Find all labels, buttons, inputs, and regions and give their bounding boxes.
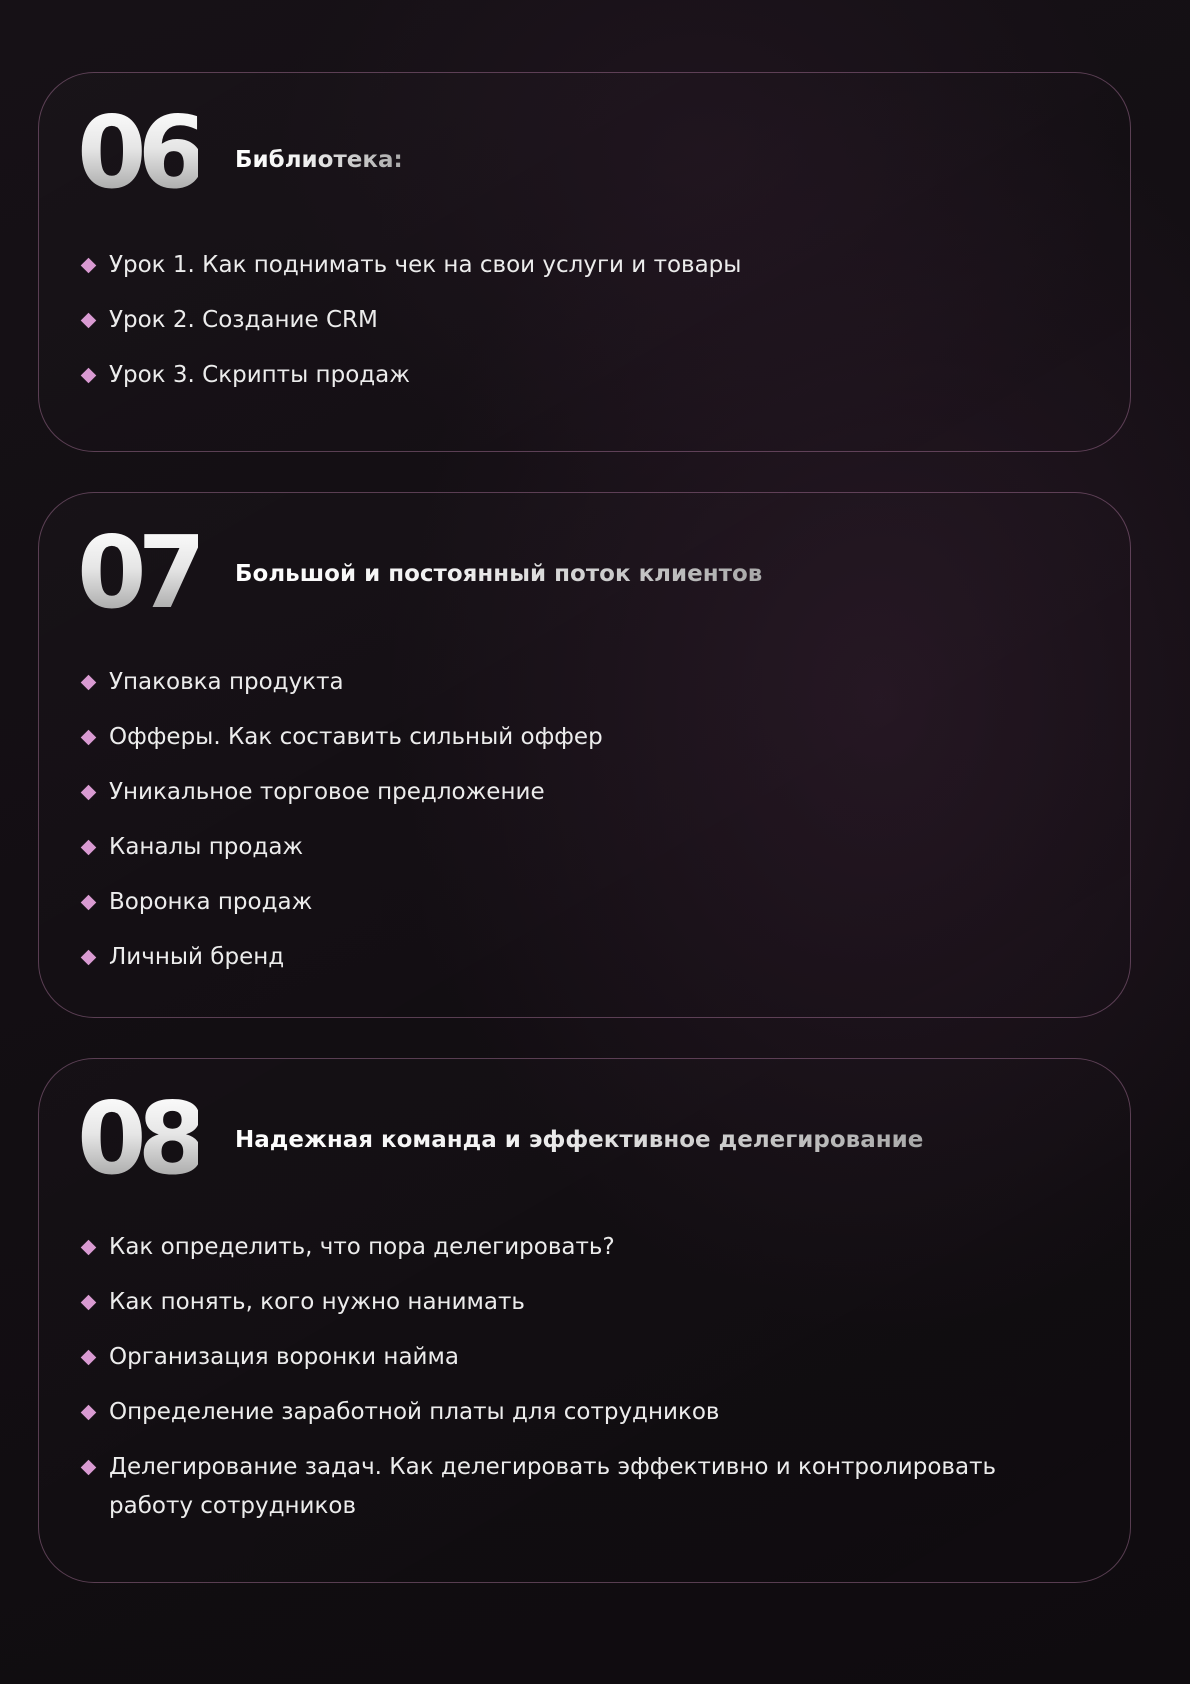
lesson-item (81, 1283, 1061, 1322)
module-title: Большой и постоянный поток клиентов (235, 561, 763, 587)
module-number: 08 (77, 1080, 199, 1197)
module-lessons-list (81, 663, 1061, 977)
module-title: Библиотека: (235, 147, 403, 173)
diamond-bullet-icon (81, 730, 97, 746)
lesson-label: Уникальное торговое предложение (109, 779, 545, 805)
lesson-label: Организация воронки найма (109, 1344, 459, 1370)
diamond-bullet-icon (81, 258, 97, 274)
lesson-item (81, 773, 1061, 812)
module-card-07 (38, 492, 1131, 1018)
diamond-bullet-icon (81, 368, 97, 384)
diamond-bullet-icon (81, 1350, 97, 1366)
module-lessons-list (81, 1228, 1061, 1526)
lesson-label: Урок 1. Как поднимать чек на свои услуги и товары (109, 252, 742, 278)
lesson-label: Урок 3. Скрипты продаж (109, 362, 410, 388)
diamond-bullet-icon (81, 785, 97, 801)
lesson-label: Как понять, кого нужно нанимать (109, 1289, 525, 1315)
lesson-item (81, 246, 1061, 285)
diamond-bullet-icon (81, 1405, 97, 1421)
module-number: 06 (77, 94, 199, 211)
lesson-label: Офферы. Как составить сильный оффер (109, 724, 603, 750)
diamond-bullet-icon (81, 675, 97, 691)
module-card-06 (38, 72, 1131, 452)
module-card-08 (38, 1058, 1131, 1583)
diamond-bullet-icon (81, 1460, 97, 1476)
lesson-item (81, 663, 1061, 702)
diamond-bullet-icon (81, 895, 97, 911)
lesson-item (81, 1393, 1061, 1432)
module-title: Надежная команда и эффективное делегирование (235, 1127, 924, 1153)
diamond-bullet-icon (81, 840, 97, 856)
lesson-label: Каналы продаж (109, 834, 304, 860)
lesson-label: Делегирование задач. Как делегировать эффективно и контролировать работу сотрудников (109, 1454, 997, 1519)
module-number: 07 (77, 514, 199, 631)
diamond-bullet-icon (81, 313, 97, 329)
lesson-item (81, 1338, 1061, 1377)
diamond-bullet-icon (81, 950, 97, 966)
lesson-item (81, 1448, 1061, 1526)
lesson-label: Упаковка продукта (109, 669, 344, 695)
diamond-bullet-icon (81, 1295, 97, 1311)
lesson-label: Как определить, что пора делегировать? (109, 1234, 615, 1260)
lesson-label: Урок 2. Создание CRM (109, 307, 378, 333)
lesson-label: Личный бренд (109, 944, 285, 970)
lesson-item (81, 1228, 1061, 1267)
lesson-item (81, 883, 1061, 922)
lesson-item (81, 718, 1061, 757)
lesson-item (81, 301, 1061, 340)
lesson-item (81, 828, 1061, 867)
lesson-item (81, 938, 1061, 977)
module-lessons-list (81, 246, 1061, 395)
lesson-label: Воронка продаж (109, 889, 313, 915)
lesson-item (81, 356, 1061, 395)
diamond-bullet-icon (81, 1240, 97, 1256)
lesson-label: Определение заработной платы для сотрудников (109, 1399, 720, 1425)
